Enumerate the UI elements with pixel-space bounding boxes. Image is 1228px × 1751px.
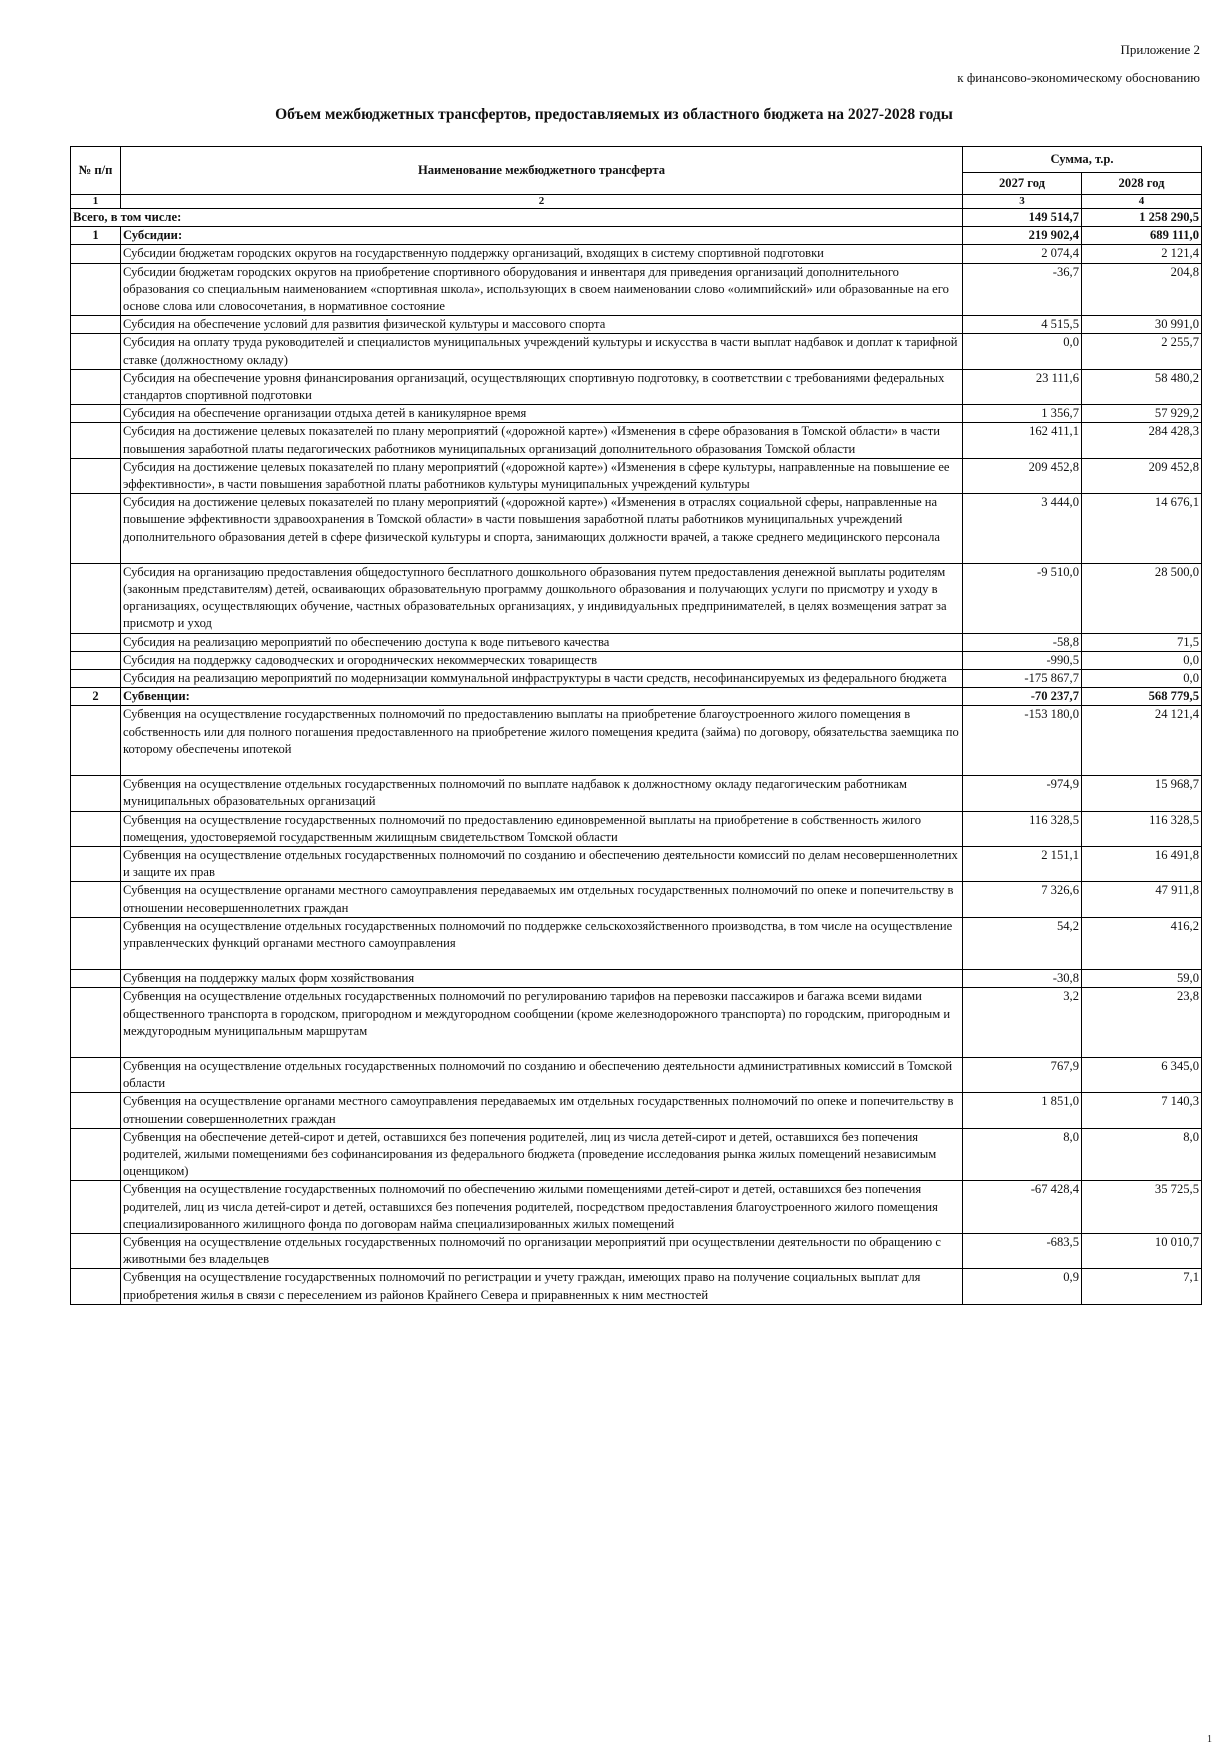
row-number-cell xyxy=(71,670,121,688)
transfer-name: Субсидия на обеспечение организации отдыха детей в каникулярное время xyxy=(121,405,963,423)
table-row xyxy=(71,1057,1202,1092)
value-2028: 8,0 xyxy=(1082,1128,1202,1181)
value-2027: 209 452,8 xyxy=(963,458,1082,493)
table-row xyxy=(71,917,1202,969)
table-row xyxy=(71,316,1202,334)
row-number-cell xyxy=(71,405,121,423)
row-number-cell xyxy=(71,458,121,493)
value-2028: 7 140,3 xyxy=(1082,1093,1202,1128)
transfer-name: Субсидия на реализацию мероприятий по обеспечению доступа к воде питьевого качества xyxy=(121,633,963,651)
value-2027: 23 111,6 xyxy=(963,369,1082,404)
transfer-name: Субсидии бюджетам городских округов на приобретение спортивного оборудования и инвентаря для приведения организаций дополнительного образования со специальным наименованием «спортивная школа», использующих в своем наименовании слово «олимпийский» или образованные на его основе слова или словосочетания, в нормативное состояние xyxy=(121,263,963,316)
page-number: 1 xyxy=(1207,1734,1212,1745)
column-index-row xyxy=(71,195,1202,209)
transfer-name: Субсидия на организацию предоставления общедоступного бесплатного дошкольного образования путем предоставления денежной выплаты родителям (законным представителям) детей, осваивающих образовательную программу дошкольного образования и получающих услуги по присмотру и уходу в организациях, осуществляющих обучение, частных образовательных организациях, у индивидуальных предпринимателей, в целях возмещения затрат за присмотр и уход xyxy=(121,563,963,633)
value-2028: 2 255,7 xyxy=(1082,334,1202,369)
row-number-cell xyxy=(71,882,121,917)
appendix-line-2: к финансово-экономическому обоснованию xyxy=(957,70,1200,85)
table-row xyxy=(71,633,1202,651)
total-2027: 149 514,7 xyxy=(963,209,1082,227)
transfer-name: Субвенция на поддержку малых форм хозяйствования xyxy=(121,970,963,988)
row-number-cell xyxy=(71,1093,121,1128)
value-2027: 0,0 xyxy=(963,334,1082,369)
table-row xyxy=(71,651,1202,669)
document-title: Объем межбюджетных трансфертов, предоставляемых из областного бюджета на 2027-2028 годы xyxy=(275,106,953,123)
transfer-name: Субвенция на осуществление отдельных государственных полномочий по созданию и обеспечению деятельности комиссий по делам несовершеннолетних и защите их прав xyxy=(121,846,963,881)
value-2028: 204,8 xyxy=(1082,263,1202,316)
value-2027: 4 515,5 xyxy=(963,316,1082,334)
table-row xyxy=(71,846,1202,881)
table-row xyxy=(71,882,1202,917)
value-2028: 416,2 xyxy=(1082,917,1202,969)
value-2028: 58 480,2 xyxy=(1082,369,1202,404)
table-row xyxy=(71,1269,1202,1304)
section-label: Субвенции: xyxy=(121,688,963,706)
value-2027: 7 326,6 xyxy=(963,882,1082,917)
row-number-cell xyxy=(71,846,121,881)
value-2027: -9 510,0 xyxy=(963,563,1082,633)
value-2028: 24 121,4 xyxy=(1082,706,1202,776)
value-2028: 116 328,5 xyxy=(1082,811,1202,846)
row-number-cell xyxy=(71,970,121,988)
value-2027: -58,8 xyxy=(963,633,1082,651)
value-2028: 7,1 xyxy=(1082,1269,1202,1304)
value-2027: 3 444,0 xyxy=(963,494,1082,564)
table-row xyxy=(71,811,1202,846)
table-row xyxy=(71,494,1202,564)
row-number-cell xyxy=(71,494,121,564)
transfer-name: Субсидия на оплату труда руководителей и специалистов муниципальных учреждений культуры и искусства в части выплат надбавок и доплат к тарифной ставке (должностному окладу) xyxy=(121,334,963,369)
appendix-line-1: Приложение 2 xyxy=(1120,42,1200,57)
value-2027: -683,5 xyxy=(963,1233,1082,1268)
row-number-cell xyxy=(71,1181,121,1234)
table-row xyxy=(71,970,1202,988)
row-number-cell xyxy=(71,423,121,458)
table-row xyxy=(71,1128,1202,1181)
transfer-name: Субвенция на осуществление отдельных государственных полномочий по поддержке сельскохозяйственного производства, в том числе на осуществление управленческих функций органами местного самоуправления xyxy=(121,917,963,969)
value-2028: 30 991,0 xyxy=(1082,316,1202,334)
value-2028: 6 345,0 xyxy=(1082,1057,1202,1092)
row-number-cell xyxy=(71,633,121,651)
header-2028: 2028 год xyxy=(1082,173,1202,195)
value-2028: 0,0 xyxy=(1082,670,1202,688)
table-row xyxy=(71,334,1202,369)
value-2028: 2 121,4 xyxy=(1082,245,1202,263)
row-number-cell xyxy=(71,917,121,969)
header-num: № п/п xyxy=(71,147,121,195)
transfer-name: Субвенция на осуществление государственных полномочий по предоставлению выплаты на приобретение благоустроенного жилого помещения в собственность или для полного погашения предоставленного на приобретение жилого помещения кредита (займа) по договору, обязательства заемщика по которому обеспечены ипотекой xyxy=(121,706,963,776)
row-number-cell xyxy=(71,776,121,811)
value-2027: 767,9 xyxy=(963,1057,1082,1092)
value-2028: 28 500,0 xyxy=(1082,563,1202,633)
value-2027: 8,0 xyxy=(963,1128,1082,1181)
section-label: Субсидии: xyxy=(121,227,963,245)
value-2027: 1 356,7 xyxy=(963,405,1082,423)
transfer-name: Субвенция на осуществление отдельных государственных полномочий по регулированию тарифов на перевозки пассажиров и багажа всеми видами общественного транспорта в городском, пригородном и междугородном сообщении (кроме железнодорожного транспорта) по городским, пригородным и междугородным муниципальным маршрутам xyxy=(121,988,963,1058)
row-number-cell xyxy=(71,1269,121,1304)
row-number-cell xyxy=(71,563,121,633)
header-name: Наименование межбюджетного трансферта xyxy=(121,147,963,195)
section-row xyxy=(71,227,1202,245)
table-body xyxy=(71,209,1202,1305)
table-row xyxy=(71,1181,1202,1234)
value-2028: 71,5 xyxy=(1082,633,1202,651)
section-row xyxy=(71,688,1202,706)
section-number: 1 xyxy=(71,227,121,245)
table-row xyxy=(71,263,1202,316)
value-2027: 3,2 xyxy=(963,988,1082,1058)
transfer-name: Субсидия на обеспечение условий для развития физической культуры и массового спорта xyxy=(121,316,963,334)
table-row xyxy=(71,776,1202,811)
value-2028: 47 911,8 xyxy=(1082,882,1202,917)
row-number-cell xyxy=(71,263,121,316)
row-number-cell xyxy=(71,369,121,404)
section-2028: 568 779,5 xyxy=(1082,688,1202,706)
section-2027: -70 237,7 xyxy=(963,688,1082,706)
value-2028: 57 929,2 xyxy=(1082,405,1202,423)
value-2027: 2 151,1 xyxy=(963,846,1082,881)
row-number-cell xyxy=(71,1057,121,1092)
transfer-name: Субсидия на достижение целевых показателей по плану мероприятий («дорожной карте») «Изменения в отраслях социальной сферы, направленные на повышение эффективности здравоохранения в Томской области» в части повышения заработной платы работников муниципальных учреждений дополнительного образования детей в сфере физической культуры и спорта, занимающих должности врачей, а также среднего медицинского персонала xyxy=(121,494,963,564)
value-2027: 116 328,5 xyxy=(963,811,1082,846)
value-2027: -175 867,7 xyxy=(963,670,1082,688)
row-number-cell xyxy=(71,245,121,263)
total-label: Всего, в том числе: xyxy=(71,209,963,227)
transfer-name: Субвенция на осуществление органами местного самоуправления передаваемых им отдельных государственных полномочий по опеке и попечительству в отношении совершеннолетних граждан xyxy=(121,1093,963,1128)
value-2027: 162 411,1 xyxy=(963,423,1082,458)
transfer-name: Субвенция на осуществление отдельных государственных полномочий по созданию и обеспечению деятельности административных комиссий в Томской области xyxy=(121,1057,963,1092)
table-row xyxy=(71,563,1202,633)
transfer-name: Субсидия на обеспечение уровня финансирования организаций, осуществляющих спортивную подготовку, в соответствии с требованиями федеральных стандартов спортивной подготовки xyxy=(121,369,963,404)
transfer-name: Субвенция на обеспечение детей-сирот и детей, оставшихся без попечения родителей, лиц из числа детей-сирот и детей, оставшихся без попечения родителей, жилыми помещениями без софинансирования из федерального бюджета (проведение исследования рынка жилых помещений независимым оценщиком) xyxy=(121,1128,963,1181)
row-number-cell xyxy=(71,334,121,369)
transfer-name: Субсидия на достижение целевых показателей по плану мероприятий («дорожной карте») «Изменения в сфере культуры, направленные на повышение ее эффективности», в части повышения заработной платы работников культуры муниципальных учреждений культуры xyxy=(121,458,963,493)
value-2028: 35 725,5 xyxy=(1082,1181,1202,1234)
index-cell: 2 xyxy=(121,195,963,209)
value-2028: 284 428,3 xyxy=(1082,423,1202,458)
value-2027: 1 851,0 xyxy=(963,1093,1082,1128)
section-2028: 689 111,0 xyxy=(1082,227,1202,245)
table-row xyxy=(71,423,1202,458)
transfer-name: Субвенция на осуществление государственных полномочий по обеспечению жилыми помещениями детей-сирот и детей, оставшихся без попечения родителей, лиц из числа детей-сирот и детей, оставшихся без попечения родителей, посредством предоставления благоустроенного жилого помещения специализированного жилищного фонда по договорам найма специализированных жилых помещений xyxy=(121,1181,963,1234)
row-number-cell xyxy=(71,811,121,846)
value-2028: 23,8 xyxy=(1082,988,1202,1058)
value-2027: 0,9 xyxy=(963,1269,1082,1304)
transfer-name: Субсидия на поддержку садоводческих и огороднических некоммерческих товариществ xyxy=(121,651,963,669)
value-2028: 209 452,8 xyxy=(1082,458,1202,493)
value-2027: -990,5 xyxy=(963,651,1082,669)
table-row xyxy=(71,245,1202,263)
value-2027: -153 180,0 xyxy=(963,706,1082,776)
section-2027: 219 902,4 xyxy=(963,227,1082,245)
row-number-cell xyxy=(71,1233,121,1268)
index-cell: 3 xyxy=(963,195,1082,209)
value-2028: 10 010,7 xyxy=(1082,1233,1202,1268)
value-2027: -67 428,4 xyxy=(963,1181,1082,1234)
table-row xyxy=(71,405,1202,423)
table-row xyxy=(71,670,1202,688)
transfer-name: Субвенция на осуществление государственных полномочий по предоставлению единовременной выплаты на приобретение в собственность жилого помещения, удостоверяемой государственным жилищным свидетельством Томской области xyxy=(121,811,963,846)
value-2028: 15 968,7 xyxy=(1082,776,1202,811)
value-2028: 14 676,1 xyxy=(1082,494,1202,564)
transfer-name: Субвенция на осуществление отдельных государственных полномочий по выплате надбавок к должностному окладу педагогическим работникам муниципальных образовательных организаций xyxy=(121,776,963,811)
table-row xyxy=(71,1093,1202,1128)
transfer-name: Субвенция на осуществление отдельных государственных полномочий по организации мероприятий при осуществлении деятельности по обращению с животными без владельцев xyxy=(121,1233,963,1268)
table-row xyxy=(71,458,1202,493)
header-sum: Сумма, т.р. xyxy=(963,147,1202,173)
row-number-cell xyxy=(71,1128,121,1181)
transfers-table xyxy=(70,146,1202,1305)
transfer-name: Субвенция на осуществление органами местного самоуправления передаваемых им отдельных государственных полномочий по опеке и попечительству в отношении несовершеннолетних граждан xyxy=(121,882,963,917)
value-2027: -974,9 xyxy=(963,776,1082,811)
section-number: 2 xyxy=(71,688,121,706)
transfer-name: Субсидия на достижение целевых показателей по плану мероприятий («дорожной карте») «Изменения в сфере образования в Томской области» в части повышения заработной платы педагогических работников муниципальных организаций дополнительного образования Томской области xyxy=(121,423,963,458)
value-2027: 54,2 xyxy=(963,917,1082,969)
value-2028: 0,0 xyxy=(1082,651,1202,669)
index-cell: 1 xyxy=(71,195,121,209)
row-number-cell xyxy=(71,316,121,334)
index-cell: 4 xyxy=(1082,195,1202,209)
row-number-cell xyxy=(71,651,121,669)
total-2028: 1 258 290,5 xyxy=(1082,209,1202,227)
value-2028: 16 491,8 xyxy=(1082,846,1202,881)
value-2027: 2 074,4 xyxy=(963,245,1082,263)
value-2027: -36,7 xyxy=(963,263,1082,316)
table-row xyxy=(71,1233,1202,1268)
table-row xyxy=(71,706,1202,776)
value-2027: -30,8 xyxy=(963,970,1082,988)
row-number-cell xyxy=(71,706,121,776)
table-row xyxy=(71,369,1202,404)
transfer-name: Субсидии бюджетам городских округов на государственную поддержку организаций, входящих в систему спортивной подготовки xyxy=(121,245,963,263)
value-2028: 59,0 xyxy=(1082,970,1202,988)
table-row xyxy=(71,988,1202,1058)
transfer-name: Субсидия на реализацию мероприятий по модернизации коммунальной инфраструктуры в части средств, несофинансируемых из федерального бюджета xyxy=(121,670,963,688)
appendix-note xyxy=(957,36,1200,92)
transfer-name: Субвенция на осуществление государственных полномочий по регистрации и учету граждан, имеющих право на получение социальных выплат для приобретения жилья в связи с переселением из районов Крайнего Севера и приравненных к ним местностей xyxy=(121,1269,963,1304)
total-row xyxy=(71,209,1202,227)
header-2027: 2027 год xyxy=(963,173,1082,195)
row-number-cell xyxy=(71,988,121,1058)
